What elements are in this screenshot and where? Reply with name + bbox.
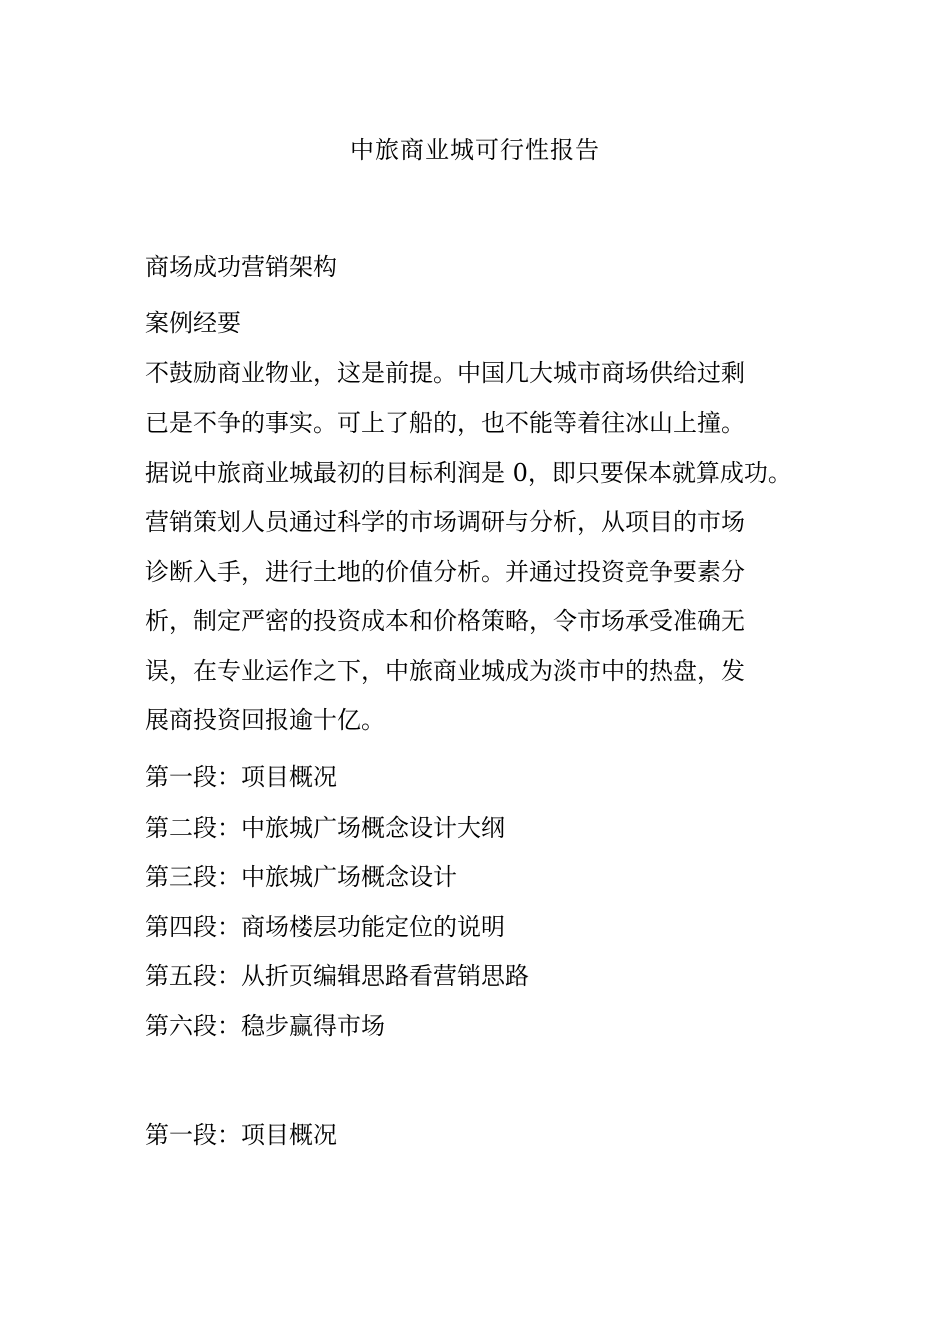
section-heading: 商场成功营销架构 (145, 253, 337, 281)
outline-item-4: 第四段：商场楼层功能定位的说明 (145, 913, 505, 941)
outline-item-1: 第一段：项目概况 (145, 763, 337, 791)
outline-item-2: 第二段：中旅城广场概念设计大纲 (145, 814, 505, 842)
body-line-1: 不鼓励商业物业，这是前提。中国几大城市商场供给过剩 (145, 359, 745, 387)
outline-item-3: 第三段：中旅城广场概念设计 (145, 863, 457, 891)
outline-item-6: 第六段：稳步赢得市场 (145, 1012, 385, 1040)
body-line-3: 据说中旅商业城最初的目标利润是 0，即只要保本就算成功。 (145, 459, 792, 487)
body-line-7: 误，在专业运作之下，中旅商业城成为淡市中的热盘，发 (145, 657, 745, 685)
section-one-heading: 第一段：项目概况 (145, 1121, 337, 1149)
body-line-5: 诊断入手，进行土地的价值分析。并通过投资竞争要素分 (145, 558, 745, 586)
document-title: 中旅商业城可行性报告 (350, 136, 600, 164)
case-summary-heading: 案例经要 (145, 309, 241, 337)
outline-item-5: 第五段：从折页编辑思路看营销思路 (145, 962, 529, 990)
body-line-2: 已是不争的事实。可上了船的，也不能等着往冰山上撞。 (145, 409, 745, 437)
body-line-8: 展商投资回报逾十亿。 (145, 706, 385, 734)
body-line-6: 析，制定严密的投资成本和价格策略，令市场承受准确无 (145, 607, 745, 635)
body-line-4: 营销策划人员通过科学的市场调研与分析，从项目的市场 (145, 508, 745, 536)
